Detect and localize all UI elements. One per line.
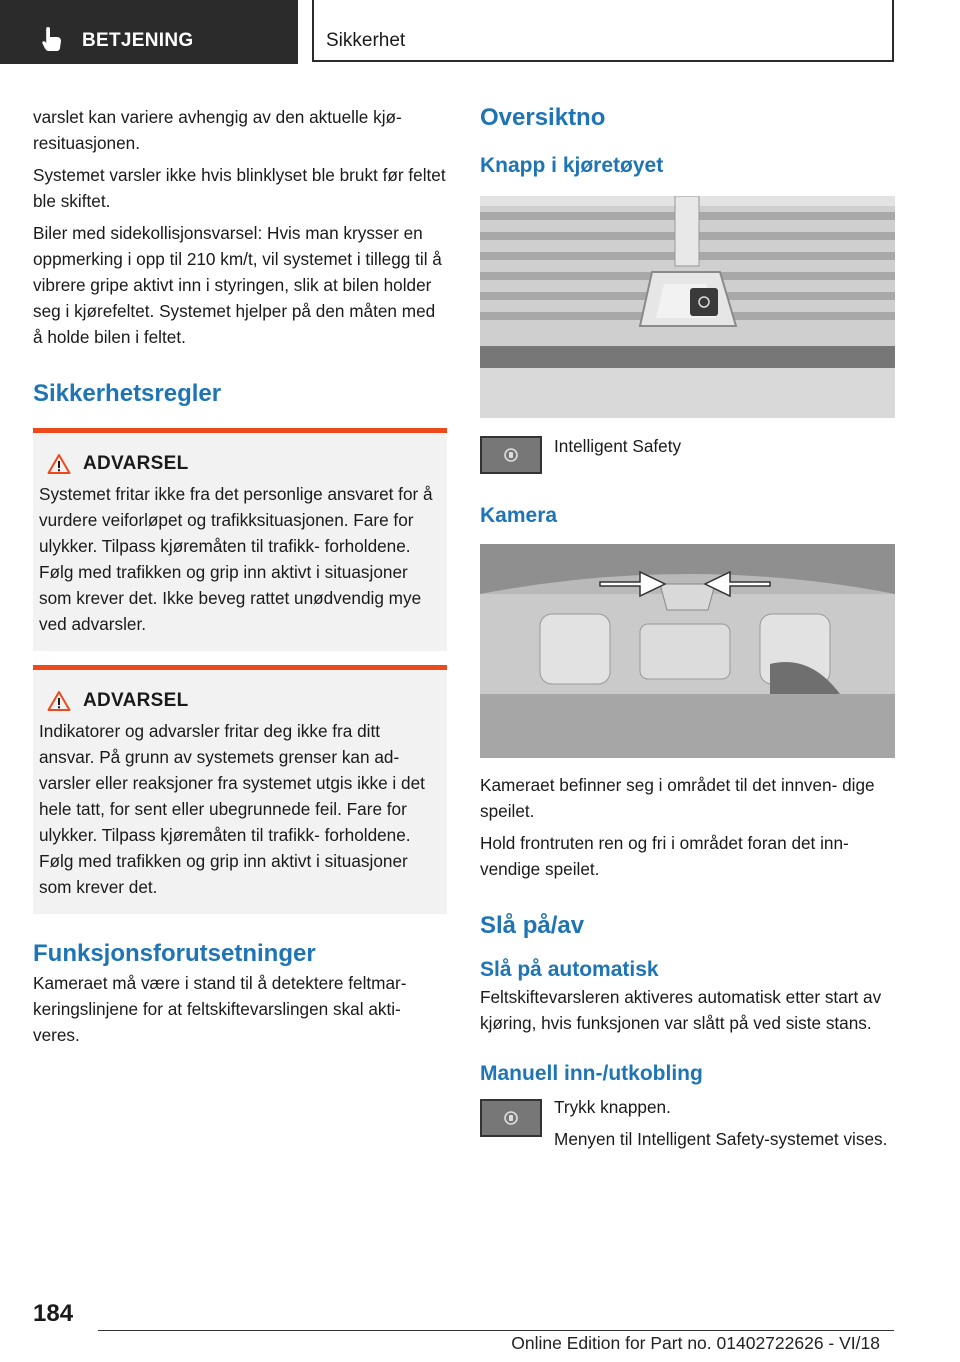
- vehicle-button-illustration: [480, 196, 895, 418]
- chapter-title: BETJENING: [82, 30, 194, 51]
- footer-rule: [98, 1330, 894, 1331]
- chapter-tab: [0, 0, 298, 64]
- warning-box-1: [33, 428, 447, 651]
- warning-triangle-icon: [47, 453, 71, 475]
- warning-title: ADVARSEL: [83, 453, 189, 474]
- intelligent-safety-button-icon: [480, 1099, 542, 1137]
- paragraph-camera-location: Kameraet befinner seg i området til det innven- dige speilet.: [480, 775, 875, 821]
- button-legend: [480, 436, 895, 474]
- manual-instructions: [480, 1094, 895, 1152]
- page-number: 184: [33, 1300, 74, 1327]
- warning-box-2: [33, 665, 447, 914]
- section-tab: [312, 0, 894, 62]
- paragraph-warning-variation: varslet kan variere avhengig av den aktuelle kjø- resituasjonen.: [33, 107, 402, 153]
- paragraph-camera-clean: Hold frontruten ren og fri i området foran det inn- vendige speilet.: [480, 833, 849, 879]
- heading-auto-on: Slå på automatisk: [480, 958, 659, 981]
- heading-button-in-vehicle: Knapp i kjøretøyet: [480, 154, 664, 177]
- warning-text: Systemet fritar ikke fra det personlige ansvaret for å vurdere veiforløpet og trafikksituasjonen. Fare for ulykker. Tilpass kjøremåten til trafikk- forholdene. Følg med trafikken og grip inn aktivt i situasjoner som krever det. Ikke beveg rattet unødvendig mye ved advarsler.: [39, 484, 433, 634]
- edition-note: Online Edition for Part no. 01402722626 - VI/18: [511, 1333, 880, 1353]
- intelligent-safety-button-icon: [480, 436, 542, 474]
- paragraph-function-requirements: Kameraet må være i stand til å detektere feltmar- keringslinjene for at feltskiftevarslingen skal akti- veres.: [33, 973, 407, 1045]
- heading-camera: Kamera: [480, 504, 558, 527]
- left-column: [33, 104, 447, 1054]
- camera-illustration: [480, 544, 895, 758]
- heading-overview: Oversiktno: [480, 104, 606, 131]
- warning-title: ADVARSEL: [83, 690, 189, 711]
- pointing-hand-icon: [40, 26, 64, 52]
- paragraph-auto-on: Feltskiftevarsleren aktiveres automatisk etter start av kjøring, hvis funksjonen var slått på ved siste stans.: [480, 987, 882, 1033]
- paragraph-menu-shown: Menyen til Intelligent Safety-systemet vises.: [554, 1129, 888, 1149]
- right-column: [480, 104, 895, 1158]
- figure-camera: [480, 544, 895, 758]
- figure-vehicle-button: [480, 196, 895, 418]
- heading-function-requirements: Funksjonsforutsetninger: [33, 940, 316, 967]
- paragraph-blinker: Systemet varsler ikke hvis blinklyset ble brukt før feltet ble skiftet.: [33, 165, 446, 211]
- paragraph-press-button: Trykk knappen.: [554, 1097, 671, 1117]
- heading-on-off: Slå på/av: [480, 912, 585, 939]
- button-label: Intelligent Safety: [554, 436, 682, 456]
- warning-text: Indikatorer og advarsler fritar deg ikke fra ditt ansvar. På grunn av systemets grenser kan ad- varsler eller reaksjoner fra systemet utgis ikke i det hele tatt, for sent eller ubegrunnede feil. Fare for ulykker. Tilpass kjøremåten til trafikk- forholdene. Følg med trafikken og grip inn aktivt i situasjoner som krever det.: [39, 721, 425, 897]
- heading-manual: Manuell inn-/utkobling: [480, 1062, 703, 1085]
- paragraph-side-collision: Biler med sidekollisjonsvarsel: Hvis man krysser en oppmerking i opp til 210 km/t, vil systemet i tillegg til å vibrere gripe aktivt inn i styringen, slik at bilen holder seg i kjørefeltet. Systemet hjelper på den måten med å holde bilen i feltet.: [33, 223, 442, 347]
- heading-safety-rules: Sikkerhetsregler: [33, 380, 222, 407]
- warning-triangle-icon: [47, 690, 71, 712]
- section-title: Sikkerhet: [326, 30, 406, 51]
